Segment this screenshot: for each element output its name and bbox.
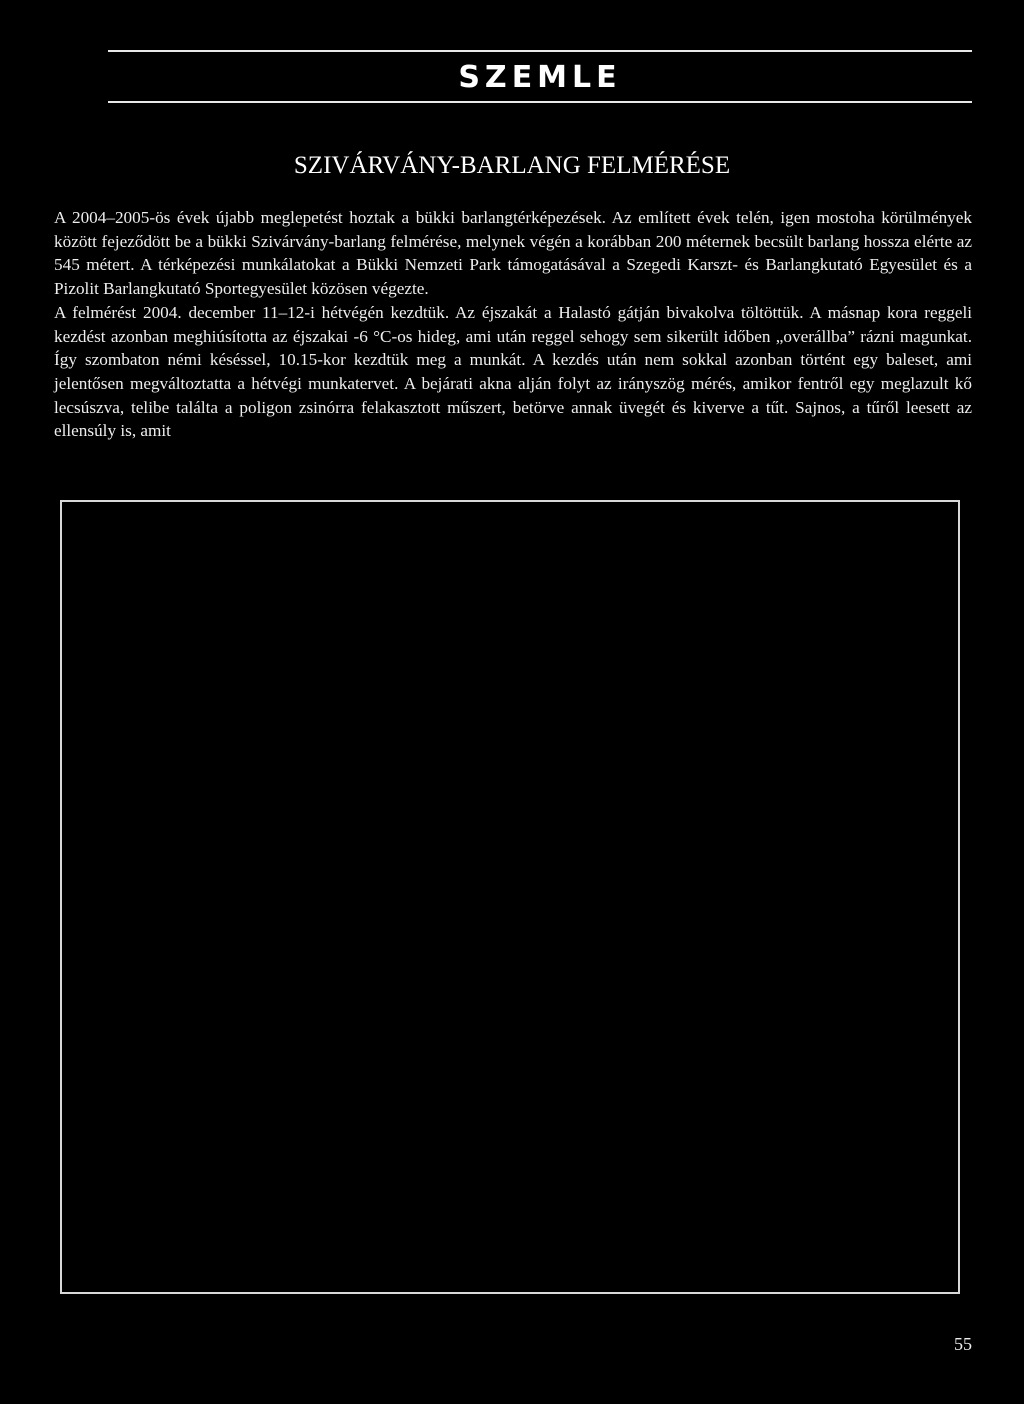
header-rule-top [108, 50, 972, 52]
header-rule-bottom [108, 101, 972, 103]
paragraph-1: A 2004–2005-ös évek újabb meglepetést hoztak a bükki barlangtérképezések. Az említett évek telén, igen mostoha körülmények között fejeződött be a bükki Szivárvány-barlang felmérése, melynek végén a korábban 200 méternek becsült barlang hossza elérte az 545 métert. A térképezési munkálatokat a Bükki Nemzeti Park támogatásával a Szegedi Karszt- és Barlangkutató Egyesület és a Pizolit Barlangkutató Sportegyesület közösen végezte. [54, 208, 972, 299]
paragraph-2: A felmérést 2004. december 11–12-i hétvégén kezdtük. Az éjszakát a Halastó gátján bivakolva töltöttük. A másnap kora reggeli kezdést azonban meghiúsította az éjszakai -6 °C-os hideg, ami után reggel sehogy sem sikerült időben „overállba” rázni magunkat. Így szombaton némi késéssel, 10.15-kor kezdtük meg a munkát. A kezdés után nem sokkal azonban történt egy baleset, ami jelentősen megváltoztatta a hétvégi munkatervet. A bejárati akna alján folyt az irányszög mérés, amikor fentről egy meglazult kő lecsúszva, telibe találta a poligon zsinórra felakasztott műszert, betörve annak üvegét és kiverve a tűt. Sajnos, a tűről leesett az ellensúly is, amit [54, 302, 972, 441]
article-body [54, 206, 972, 443]
article-title: SZIVÁRVÁNY-BARLANG FELMÉRÉSE [293, 152, 731, 179]
section-title: SZEMLE [458, 60, 622, 95]
page-number: 55 [954, 1334, 972, 1354]
figure-frame [60, 500, 960, 1294]
